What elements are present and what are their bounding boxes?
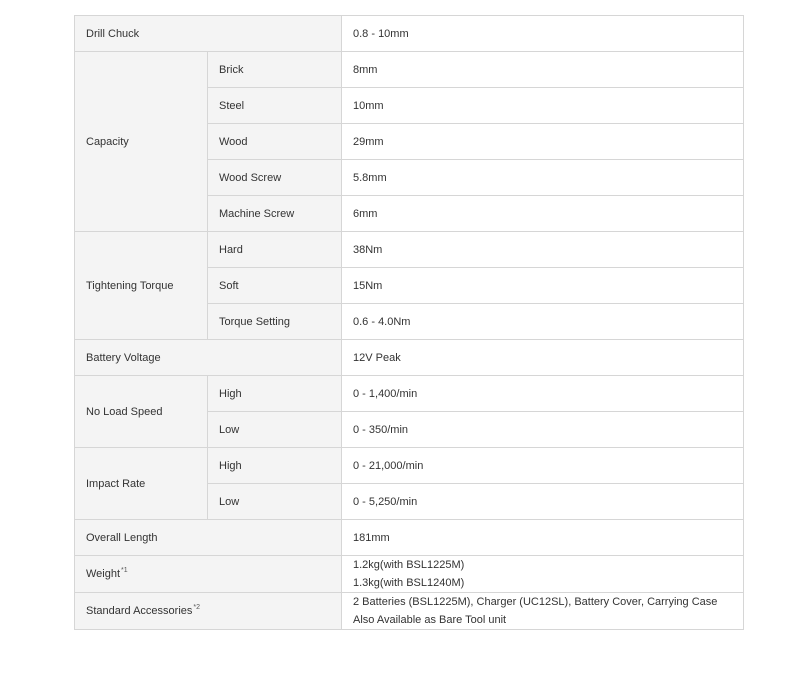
weight-value-line: 1.3kg(with BSL1240M) bbox=[353, 577, 465, 589]
sub-value-brick: 8mm bbox=[342, 52, 744, 88]
weight-label-text: Weight bbox=[86, 568, 121, 580]
sub-label-wood: Wood bbox=[208, 124, 342, 160]
sub-value-speed-low: 0 - 350/min bbox=[342, 412, 744, 448]
row-value-overall-length: 181mm bbox=[342, 520, 744, 556]
table-row bbox=[75, 376, 744, 412]
row-value-weight bbox=[342, 556, 744, 593]
weight-value-line: 1.2kg(with BSL1225M) bbox=[353, 559, 465, 571]
row-label-drill-chuck: Drill Chuck bbox=[75, 16, 342, 52]
sub-value-torque-setting: 0.6 - 4.0Nm bbox=[342, 304, 744, 340]
table-row bbox=[75, 52, 744, 88]
sub-label-wood-screw: Wood Screw bbox=[208, 160, 342, 196]
sub-value-impact-high: 0 - 21,000/min bbox=[342, 448, 744, 484]
spec-table bbox=[74, 15, 744, 630]
sub-label-impact-low: Low bbox=[208, 484, 342, 520]
sub-label-machine-screw: Machine Screw bbox=[208, 196, 342, 232]
table-row bbox=[75, 16, 744, 52]
row-label-battery-voltage: Battery Voltage bbox=[75, 340, 342, 376]
sub-label-brick: Brick bbox=[208, 52, 342, 88]
row-label-weight bbox=[75, 556, 342, 593]
accessories-label-text: Standard Accessories bbox=[86, 605, 193, 617]
sub-label-steel: Steel bbox=[208, 88, 342, 124]
accessories-value-line: 2 Batteries (BSL1225M), Charger (UC12SL), Battery Cover, Carrying Case bbox=[353, 596, 718, 608]
accessories-value-line: Also Available as Bare Tool unit bbox=[353, 614, 507, 626]
row-value-drill-chuck: 0.8 - 10mm bbox=[342, 16, 744, 52]
footnote-marker: *1 bbox=[121, 567, 128, 574]
sub-label-soft: Soft bbox=[208, 268, 342, 304]
sub-value-machine-screw: 6mm bbox=[342, 196, 744, 232]
table-row bbox=[75, 556, 744, 593]
sub-label-speed-low: Low bbox=[208, 412, 342, 448]
sub-value-steel: 10mm bbox=[342, 88, 744, 124]
table-row bbox=[75, 448, 744, 484]
sub-value-speed-high: 0 - 1,400/min bbox=[342, 376, 744, 412]
row-value-standard-accessories bbox=[342, 593, 744, 630]
table-row bbox=[75, 593, 744, 630]
group-label-capacity: Capacity bbox=[75, 52, 208, 232]
table-row bbox=[75, 340, 744, 376]
sub-label-impact-high: High bbox=[208, 448, 342, 484]
group-label-no-load-speed: No Load Speed bbox=[75, 376, 208, 448]
group-label-tightening-torque: Tightening Torque bbox=[75, 232, 208, 340]
row-label-standard-accessories bbox=[75, 593, 342, 630]
sub-value-hard: 38Nm bbox=[342, 232, 744, 268]
sub-value-wood: 29mm bbox=[342, 124, 744, 160]
footnote-marker: *2 bbox=[193, 604, 201, 611]
sub-value-wood-screw: 5.8mm bbox=[342, 160, 744, 196]
sub-label-hard: Hard bbox=[208, 232, 342, 268]
row-label-overall-length: Overall Length bbox=[75, 520, 342, 556]
sub-label-torque-setting: Torque Setting bbox=[208, 304, 342, 340]
sub-label-speed-high: High bbox=[208, 376, 342, 412]
group-label-impact-rate: Impact Rate bbox=[75, 448, 208, 520]
sub-value-impact-low: 0 - 5,250/min bbox=[342, 484, 744, 520]
table-row bbox=[75, 520, 744, 556]
row-value-battery-voltage: 12V Peak bbox=[342, 340, 744, 376]
sub-value-soft: 15Nm bbox=[342, 268, 744, 304]
table-row bbox=[75, 232, 744, 268]
